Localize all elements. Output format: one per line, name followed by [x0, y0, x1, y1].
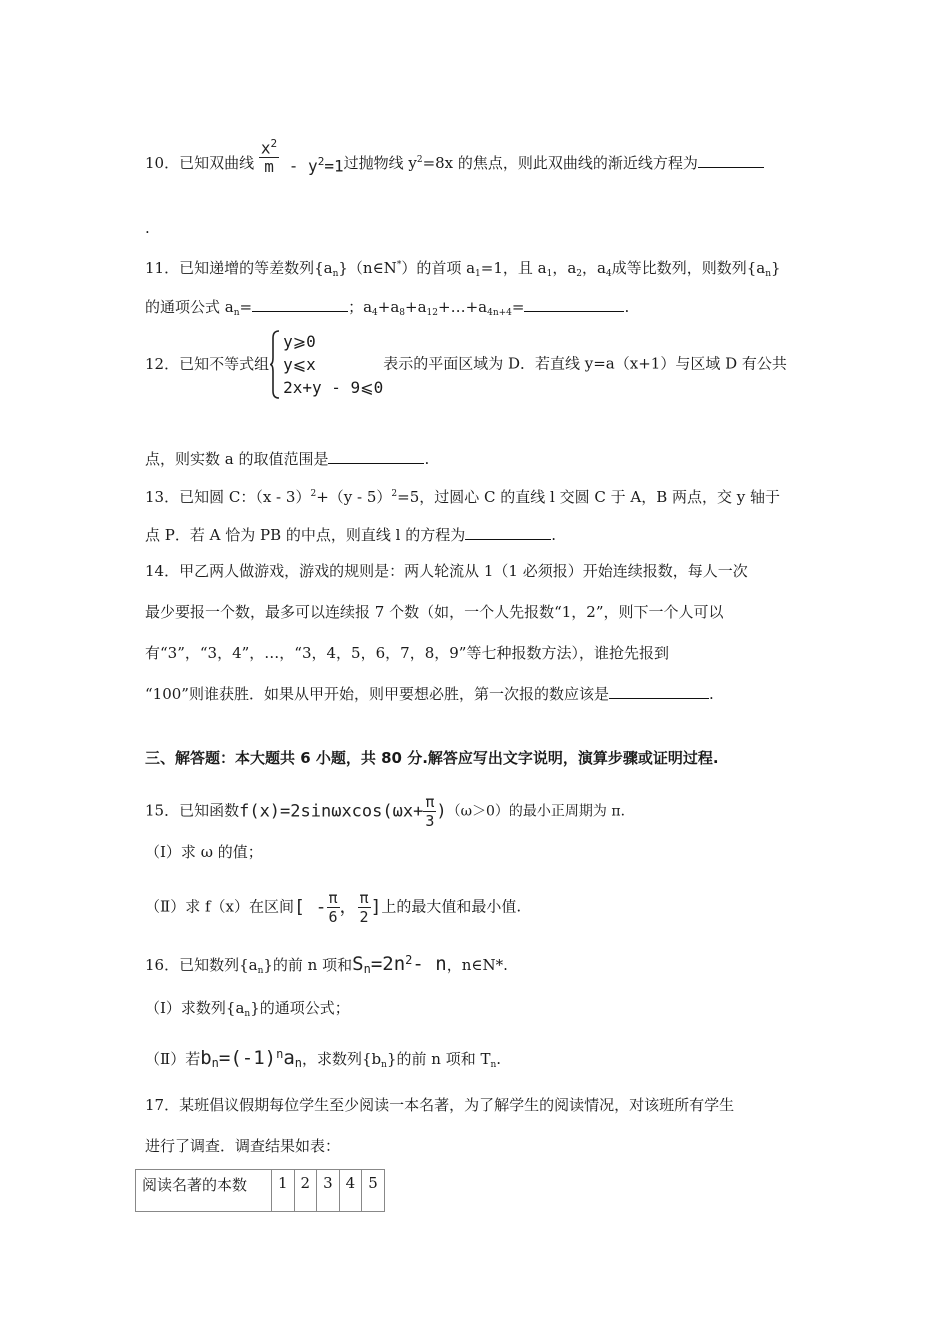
question-16-part2: （Ⅱ）若$b_n=(-1)^na_n$，求数列$\{b_n\}$的前 n 项和 $T_n$.	[145, 1047, 502, 1070]
q10-text-prefix: 10．已知双曲线	[145, 154, 255, 172]
question-16-part1: （Ⅰ）求数列$\{a_n\}$的通项公式；	[145, 999, 350, 1019]
question-16-line1: 16．已知数列$\{a_n\}$的前 n 项和$S_n=2n^2-$ n，n∈N*.	[145, 953, 508, 976]
table-cell: 1	[272, 1170, 295, 1212]
q12-inequality-system	[269, 330, 383, 399]
table-cell: 4	[339, 1170, 362, 1212]
table-cell: 2	[294, 1170, 317, 1212]
table-cell: 3	[317, 1170, 340, 1212]
q10-answer-blank[interactable]	[698, 153, 764, 168]
q10-text-mid: 过抛物线 y	[343, 154, 417, 172]
q11-answer-blank-2[interactable]	[524, 297, 624, 312]
q13-answer-blank[interactable]	[465, 525, 551, 540]
question-10-line1: 10．已知双曲线 $\frac{x^2}{m}$ - $y^2=1$过抛物线 $y^2=8x$ 的焦点，则此双曲线的渐近线方程为	[145, 150, 764, 176]
question-17-line1: 17．某班倡议假期每位学生至少阅读一本名著，为了解学生的阅读情况，对该班所有学生	[145, 1096, 735, 1114]
question-12-line2: 点，则实数 a 的取值范围是 .	[145, 450, 430, 468]
q12-inequality-2: y⩽x	[283, 355, 316, 374]
question-14-line4: “100”则谁获胜．如果从甲开始，则甲要想必胜，第一次报的数应该是 .	[145, 685, 714, 703]
q15-function-formula: f(x)=2sinωxcos(ωx+ $\frac{\pi}{3}$ )	[239, 793, 447, 830]
table-row	[136, 1170, 385, 1212]
left-brace-icon	[269, 330, 281, 399]
question-13-line2: 点 P．若 A 恰为 PB 的中点，则直线 l 的方程为 .	[145, 526, 556, 544]
section-3-heading: 三、解答题：本大题共 6 小题，共 80 分.解答应写出文字说明，演算步骤或证明过程.	[145, 749, 719, 767]
question-10-line2: .	[145, 219, 150, 237]
q10-fraction: $\frac{x^2}{m}$	[260, 136, 278, 177]
q12-answer-blank[interactable]	[328, 449, 424, 464]
question-11-line1: 11．已知递增的等差数列$\{a_n\}(n\in N^*)$的首项 $a_1=1$，且 $a_1$，$a_2$，$a_4$成等比数列，则数列$\{a_n\}$	[145, 259, 781, 279]
q14-answer-blank[interactable]	[609, 684, 709, 699]
q12-inequality-1: y⩾0	[283, 332, 316, 351]
question-15-line1: 15．已知函数f(x)=2sinωxcos(ωx+ $\frac{\pi}{3}$ )（ω＞0）的最小正周期为 π．	[145, 793, 635, 830]
q16-bn-formula: $b_n=(-1)^na_n$	[200, 1047, 303, 1070]
question-14-line1: 14．甲乙两人做游戏，游戏的规则是：两人轮流从 1（1 必须报）开始连续报数，每人一次	[145, 562, 748, 580]
question-15-part1: （Ⅰ）求 ω 的值；	[145, 843, 263, 861]
table-header-cell: 阅读名著的本数	[136, 1170, 272, 1212]
q12-inequality-3: 2x+y - 9⩽0	[283, 378, 384, 397]
question-14-line2: 最少要报一个数，最多可以连续报 7 个数（如，一个人先报数“1，2”，则下一个人可以	[145, 603, 724, 621]
question-17-line2: 进行了调查．调查结果如表：	[145, 1137, 341, 1155]
q16-sum-formula: $S_n=2n^2-$ n	[352, 953, 447, 976]
question-12-line1: 12．已知不等式组 y⩾0 y⩽x 2x+y - 9⩽0表示的平面区域为 D．若直线 y=a（x+1）与区域 D 有公共	[145, 332, 787, 397]
reading-survey-table	[135, 1169, 385, 1212]
question-13-line1: 13．已知圆 C：（x - 3）$^2$+（y - 5）$^2$=5，过圆心 C 的直线 l 交圆 C 于 A，B 两点，交 y 轴于	[145, 488, 781, 506]
q15-interval-formula: [ - $\frac{\pi}{6}$ ， $\frac{\pi}{2}$ ]	[293, 889, 382, 926]
q11-answer-blank-1[interactable]	[252, 297, 348, 312]
question-11-line2: 的通项公式 $a_n=$ ；$a_4+a_8+a_{12}+\dots+a_{4n+4}=$ .	[145, 298, 630, 318]
table-cell: 5	[362, 1170, 385, 1212]
q10-text-suffix: =8x 的焦点，则此双曲线的渐近线方程为	[422, 154, 698, 172]
question-14-line3: 有“3”，“3，4”，…，“3，4，5，6，7，8，9”等七种报数方法），谁抢先报到	[145, 644, 669, 662]
q10-hyperbola-formula: $\frac{x^2}{m}$ - $y^2=1$	[260, 136, 344, 177]
question-15-part2: （Ⅱ）求 f（x）在区间[ - $\frac{\pi}{6}$ ， $\frac{\pi}{2}$ ]上的最大值和最小值.	[145, 889, 522, 926]
